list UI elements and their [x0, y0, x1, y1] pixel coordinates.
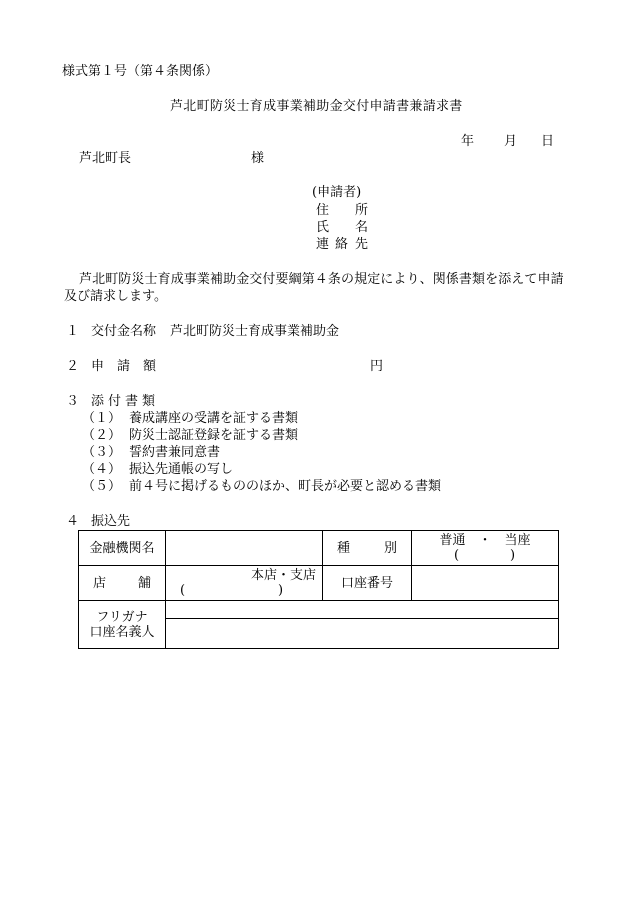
doc-text: 前４号に掲げるもののほか、町長が必要と認める書類 [129, 479, 442, 494]
account-number-label: 口座番号 [323, 566, 412, 601]
item3-label-4: 類 [142, 394, 156, 409]
item2-label-1: 申 [91, 359, 105, 374]
item1-label: 交付金名称 [91, 324, 157, 339]
branch-label: 店 舗 [79, 566, 166, 601]
account-type-paren-open: ( [454, 548, 460, 563]
date-day: 日 [541, 134, 555, 149]
item2-number: ２ [66, 359, 80, 374]
doc-text: 養成講座の受講を証する書類 [129, 411, 299, 426]
applicant-contact-label-1: 連 [316, 237, 330, 252]
account-type-label: 種 別 [323, 531, 412, 566]
furigana-label: フリガナ [96, 609, 148, 625]
form-number: 様式第１号（第４条関係） [62, 64, 219, 79]
doc-text: 防災士認証登録を証する書類 [129, 428, 299, 443]
branch-paren-close: ) [278, 583, 284, 598]
account-holder-field[interactable] [166, 619, 559, 649]
applicant-contact-label-3: 先 [355, 237, 369, 252]
applicant-contact-label-2: 絡 [335, 237, 349, 252]
branch-paren-open: ( [180, 583, 186, 598]
doc-number: （２） [82, 428, 122, 443]
item3-label-3: 書 [125, 394, 139, 409]
body-line-2: 及び請求します。 [64, 289, 167, 304]
holder-label-cell [79, 601, 166, 649]
item1-value: 芦北町防災士育成事業補助金 [170, 324, 340, 339]
applicant-address-label-2: 所 [355, 203, 369, 218]
doc-number: （１） [82, 411, 122, 426]
doc-text: 誓約書兼同意書 [129, 445, 221, 460]
item4-label: 振込先 [91, 514, 131, 529]
item4-number: ４ [66, 514, 80, 529]
item2-label-3: 額 [143, 359, 157, 374]
bank-account-table [78, 530, 559, 649]
account-type-options[interactable]: 普通 ・ 当座 [439, 533, 531, 548]
item3-number: ３ [66, 394, 80, 409]
item2-label-2: 請 [117, 359, 131, 374]
addressee-honorific: 様 [251, 151, 265, 166]
branch-field[interactable] [166, 566, 323, 601]
date-month: 月 [504, 134, 518, 149]
account-type-paren-close: ) [510, 548, 516, 563]
branch-options[interactable]: 本店・支店 [250, 568, 316, 583]
item2-unit: 円 [370, 359, 384, 374]
bank-name-label: 金融機関名 [79, 531, 166, 566]
doc-number: （３） [82, 445, 122, 460]
applicant-name-label-1: 氏 [316, 220, 330, 235]
account-type-field[interactable] [412, 531, 559, 566]
body-line-1: 芦北町防災士育成事業補助金交付要綱第４条の規定により、関係書類を添えて申請 [79, 272, 564, 287]
addressee-name: 芦北町長 [79, 151, 132, 166]
doc-number: （５） [82, 479, 122, 494]
applicant-name-label-2: 名 [355, 220, 369, 235]
applicant-address-label-1: 住 [316, 203, 330, 218]
doc-text: 振込先通帳の写し [129, 462, 234, 477]
bank-name-field[interactable] [166, 531, 323, 566]
item3-label-1: 添 [91, 394, 105, 409]
page-title: 芦北町防災士育成事業補助金交付申請書兼請求書 [170, 99, 463, 114]
item1-number: １ [66, 324, 80, 339]
account-holder-label: 口座名義人 [89, 624, 155, 640]
applicant-heading: (申請者) [312, 185, 362, 200]
account-number-field[interactable] [412, 566, 559, 601]
item3-label-2: 付 [108, 394, 122, 409]
furigana-field[interactable] [166, 601, 559, 619]
doc-number: （４） [82, 462, 122, 477]
date-year: 年 [461, 134, 475, 149]
